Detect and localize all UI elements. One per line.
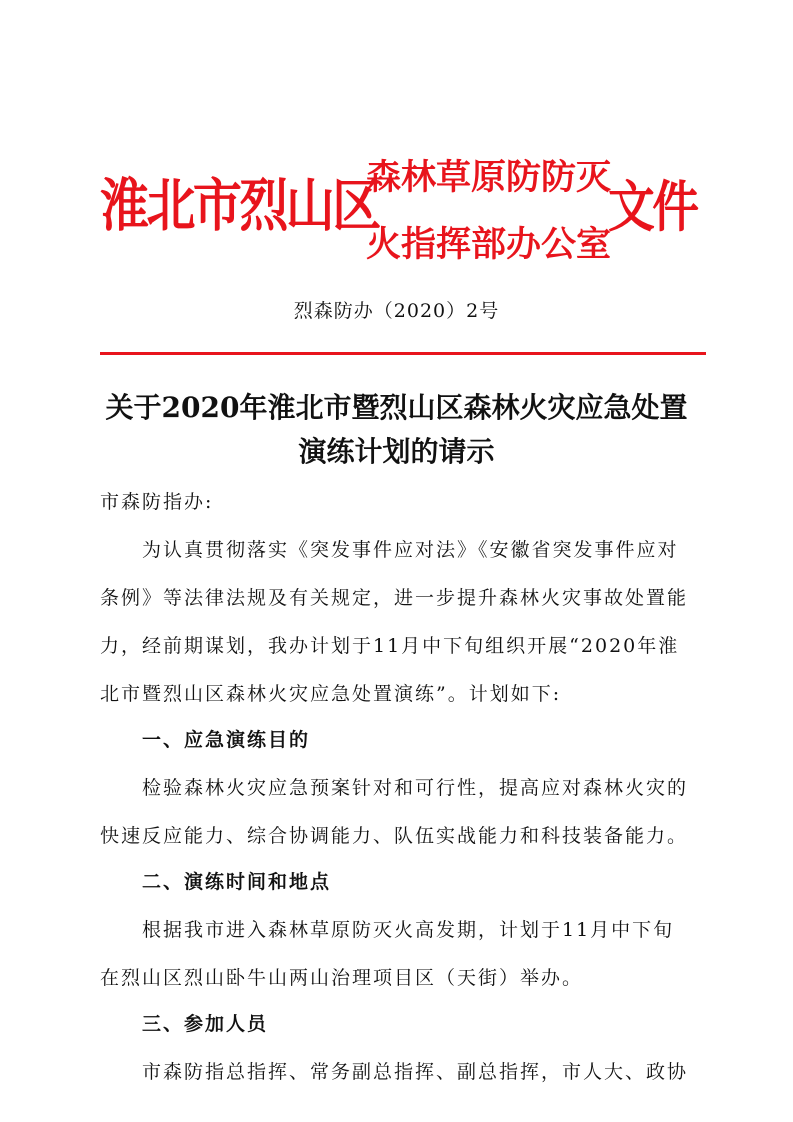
paragraph-3-line-2: 在烈山区烈山卧牛山两山治理项目区（天街）举办。: [100, 967, 584, 989]
red-separator-line: [100, 352, 706, 355]
header-org-name: 淮北市烈山区: [100, 173, 379, 239]
document-number: 烈森防办（2020）2号: [293, 300, 500, 322]
header-dept-line2: 火指挥部办公室: [366, 225, 612, 265]
paragraph-4-line-1: 市森防指总指挥、常务副总指挥、副总指挥，市人大、政协: [142, 1061, 689, 1083]
paragraph-1-line-3: 力，经前期谋划，我办计划于11月中下旬组织开展“2020年淮: [100, 635, 680, 657]
document-title-line1: 关于2020年淮北市暨烈山区森林火灾应急处置: [105, 391, 688, 424]
section-heading-3: 三、参加人员: [142, 1013, 269, 1035]
paragraph-1-line-1: 为认真贯彻落实《突发事件应对法》《安徽省突发事件应对: [142, 539, 679, 561]
paragraph-3-line-1: 根据我市进入森林草原防灭火高发期，计划于11月中下旬: [142, 919, 675, 941]
header-dept-line1: 森林草原防防灭: [366, 158, 612, 198]
paragraph-1-line-4: 北市暨烈山区森林火灾应急处置演练”。计划如下:: [100, 683, 562, 705]
section-heading-2: 二、演练时间和地点: [142, 871, 332, 893]
section-heading-1: 一、应急演练目的: [142, 729, 311, 751]
document-title-line2: 演练计划的请示: [298, 435, 495, 468]
salutation: 市森防指办:: [100, 491, 214, 513]
paragraph-1-line-2: 条例》等法律法规及有关规定，进一步提升森林火灾事故处置能: [100, 587, 689, 609]
header-doc-word: 文件: [608, 175, 697, 239]
paragraph-2-line-1: 检验森林火灾应急预案针对和可行性，提高应对森林火灾的: [142, 777, 689, 799]
paragraph-2-line-2: 快速反应能力、综合协调能力、队伍实战能力和科技装备能力。: [100, 825, 689, 847]
